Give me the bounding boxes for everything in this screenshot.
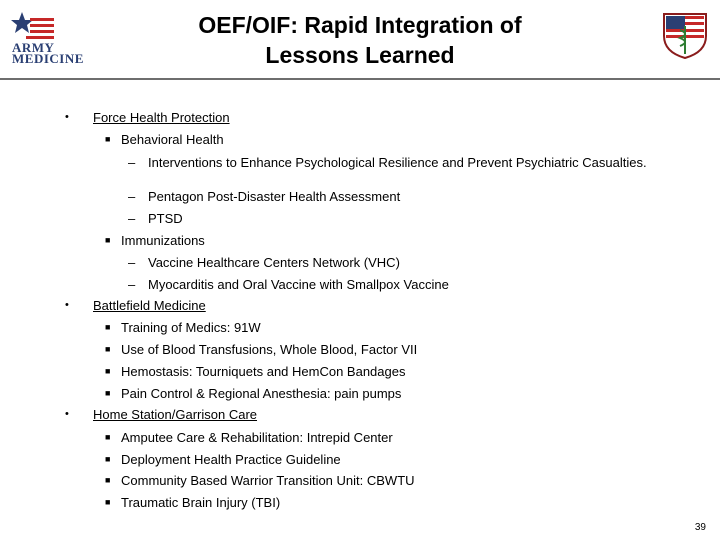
medical-crest-logo (660, 12, 710, 60)
square-bullet-icon: ■ (105, 322, 111, 332)
flag-star-icon (4, 10, 64, 44)
item-behavioral-health: ■ Behavioral Health (105, 132, 224, 147)
subitem-pentagon-assessment: – Pentagon Post-Disaster Health Assessment (128, 189, 401, 204)
header-divider (0, 78, 720, 80)
item-immunizations: ■ Immunizations (105, 233, 205, 248)
square-bullet-icon: ■ (105, 134, 111, 144)
dash-bullet-icon: – (128, 277, 136, 292)
item-tbi: ■ Traumatic Brain Injury (TBI) (105, 495, 281, 510)
item-cbwtu: ■ Community Based Warrior Transition Unit: CBWTU (105, 473, 415, 488)
dash-bullet-icon: – (128, 255, 136, 270)
section-home-station-care: • Home Station/Garrison Care (65, 407, 258, 422)
square-bullet-icon: ■ (105, 475, 111, 485)
section-force-health-protection: • Force Health Protection (65, 110, 230, 125)
page-number: 39 (694, 522, 706, 533)
subitem-interventions: – Interventions to Enhance Psychological Resilience and Prevent Psychiatric Casualties. (128, 155, 647, 170)
subitem-ptsd: – PTSD (128, 211, 183, 226)
bullet-icon: • (65, 408, 69, 420)
bullet-icon: • (65, 111, 69, 123)
item-deployment-health: ■ Deployment Health Practice Guideline (105, 452, 341, 467)
subitem-vhc: – Vaccine Healthcare Centers Network (VHC) (128, 255, 400, 270)
item-training-medics: ■ Training of Medics: 91W (105, 320, 261, 335)
section-battlefield-medicine: • Battlefield Medicine (65, 298, 206, 313)
dash-bullet-icon: – (128, 155, 136, 170)
army-medicine-wordmark: ARMY MEDICINE (12, 40, 84, 66)
item-amputee-care: ■ Amputee Care & Rehabilitation: Intrepid Center (105, 430, 393, 445)
square-bullet-icon: ■ (105, 388, 111, 398)
bullet-icon: • (65, 299, 69, 311)
title-line-1: OEF/OIF: Rapid Integration of (198, 12, 522, 38)
slide-title (140, 10, 580, 70)
item-hemostasis: ■ Hemostasis: Tourniquets and HemCon Bandages (105, 364, 406, 379)
square-bullet-icon: ■ (105, 344, 111, 354)
square-bullet-icon: ■ (105, 235, 111, 245)
item-pain-control: ■ Pain Control & Regional Anesthesia: pain pumps (105, 386, 402, 401)
medical-crest-icon (660, 12, 710, 60)
square-bullet-icon: ■ (105, 366, 111, 376)
dash-bullet-icon: – (128, 211, 136, 226)
item-blood-transfusions: ■ Use of Blood Transfusions, Whole Blood, Factor VII (105, 342, 418, 357)
square-bullet-icon: ■ (105, 454, 111, 464)
title-line-2: Lessons Learned (265, 42, 455, 68)
square-bullet-icon: ■ (105, 432, 111, 442)
dash-bullet-icon: – (128, 189, 136, 204)
subitem-myocarditis: – Myocarditis and Oral Vaccine with Smallpox Vaccine (128, 277, 449, 292)
army-medicine-logo (4, 10, 84, 66)
square-bullet-icon: ■ (105, 497, 111, 507)
